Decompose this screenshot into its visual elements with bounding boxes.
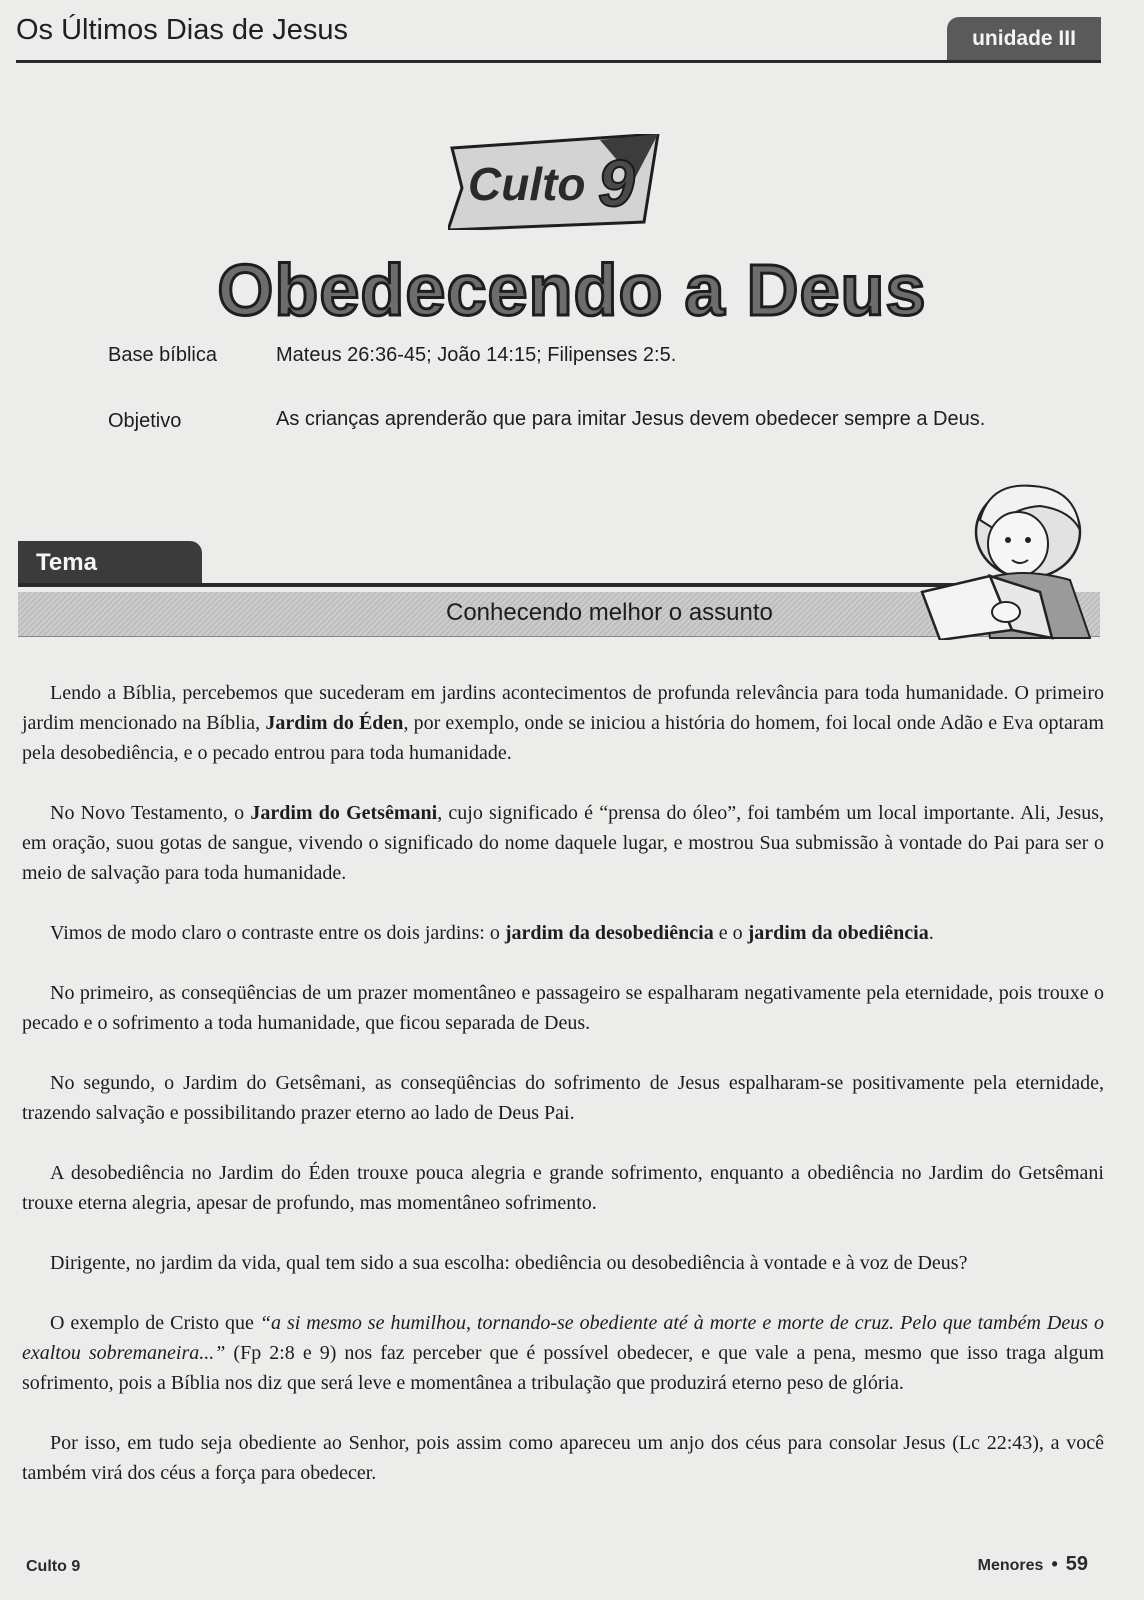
base-biblica-label: Base bíblica	[108, 344, 217, 366]
text-run: No primeiro, as conseqüências de um prazer momentâneo e passageiro se espalharam negativamente pela eternidade, pois trouxe o pecado e o sofrimento a toda humanidade, que ficou separada de Deus.	[22, 982, 1104, 1034]
body-paragraph	[22, 1158, 1104, 1218]
body-paragraph	[22, 1308, 1104, 1398]
footer-separator: •	[1051, 1554, 1058, 1574]
page-number: 59	[1065, 1553, 1088, 1575]
footer-publication	[978, 1553, 1088, 1576]
bold-term: Jardim do Getsêmani	[250, 802, 438, 824]
tema-tab: Tema	[18, 541, 202, 585]
body-paragraph	[22, 1428, 1104, 1488]
text-run: Vimos de modo claro o contraste entre os dois jardins: o	[50, 922, 505, 944]
text-run: .	[928, 922, 934, 944]
body-paragraph	[22, 1248, 1104, 1278]
page-header-title: Os Últimos Dias de Jesus	[16, 14, 348, 46]
text-run: , por exemplo, onde se iniciou a história do homem, foi local onde Adão e Eva optaram pela desobediência, e o pecado entrou para toda humanidade.	[22, 712, 1104, 764]
subject-title: Conhecendo melhor o assunto	[446, 599, 773, 626]
lesson-title: Obedecendo a Deus	[217, 251, 927, 331]
body-paragraph	[22, 918, 1104, 948]
unit-badge: unidade III	[947, 17, 1101, 61]
footer-lesson-label: Culto 9	[26, 1558, 81, 1575]
tema-divider	[18, 583, 958, 587]
bold-term: jardim da desobediência	[504, 922, 714, 944]
text-run: No Novo Testamento, o	[50, 802, 251, 824]
bold-term: Jardim do Éden	[265, 712, 404, 734]
culto-number: 9	[598, 146, 635, 220]
body-paragraph	[22, 978, 1104, 1038]
header-divider	[16, 60, 1101, 63]
base-biblica-value: Mateus 26:36-45; João 14:15; Filipenses 2:5.	[276, 344, 677, 366]
bold-term: jardim da obediência	[747, 922, 929, 944]
body-paragraph	[22, 1068, 1104, 1128]
culto-logo-graphic	[448, 134, 678, 230]
quotation: “a si mesmo se humilhou, tornando-se obediente até à morte e morte de cruz. Pelo que também Deus o exaltou sobremaneira...”	[22, 1312, 1104, 1364]
girl-reading-book-icon	[920, 480, 1120, 640]
text-run: Por isso, em tudo seja obediente ao Senhor, pois assim como apareceu um anjo dos céus para consolar Jesus (Lc 22:43), a você também virá dos céus a força para obedecer.	[22, 1432, 1104, 1484]
text-run: Lendo a Bíblia, percebemos que sucederam em jardins acontecimentos de profunda relevância para toda humanidade. O primeiro jardim mencionado na Bíblia,	[22, 682, 1104, 734]
text-run: No segundo, o Jardim do Getsêmani, as conseqüências do sofrimento de Jesus espalharam-se positivamente pela eternidade, trazendo salvação e possibilitando prazer eterno ao lado de Deus Pai.	[22, 1072, 1104, 1124]
body-paragraph	[22, 678, 1104, 768]
text-run: O exemplo de Cristo que	[50, 1312, 260, 1334]
text-run: e o	[713, 922, 748, 944]
article-body	[22, 678, 1104, 1518]
text-run: A desobediência no Jardim do Éden trouxe pouca alegria e grande sofrimento, enquanto a obediência no Jardim do Getsêmani trouxe eterna alegria, apesar de profundo, mas momentâneo sofrimento.	[22, 1162, 1104, 1214]
text-run: Dirigente, no jardim da vida, qual tem sido a sua escolha: obediência ou desobediência à vontade e à voz de Deus?	[50, 1252, 968, 1274]
objetivo-value: As crianças aprenderão que para imitar Jesus devem obedecer sempre a Deus.	[276, 408, 986, 430]
objetivo-label: Objetivo	[108, 410, 182, 432]
publication-name: Menores	[977, 1557, 1044, 1574]
culto-logo	[448, 134, 678, 230]
text-run: (Fp 2:8 e 9) nos faz perceber que é possível obedecer, e que vale a pena, mesmo que isso traga algum sofrimento, pois a Bíblia nos diz que será leve e momentânea a tribulação que produzirá eterno peso de glória.	[22, 1342, 1104, 1394]
text-run: , cujo significado é “prensa do óleo”, foi também um local importante. Ali, Jesus, em oração, suou gotas de sangue, vivendo o significado do nome daquele lugar, e mostrou Sua submissão à vontade do Pai para ser o meio de salvação para toda humanidade.	[22, 802, 1104, 884]
body-paragraph	[22, 798, 1104, 888]
culto-label: Culto	[468, 158, 586, 210]
